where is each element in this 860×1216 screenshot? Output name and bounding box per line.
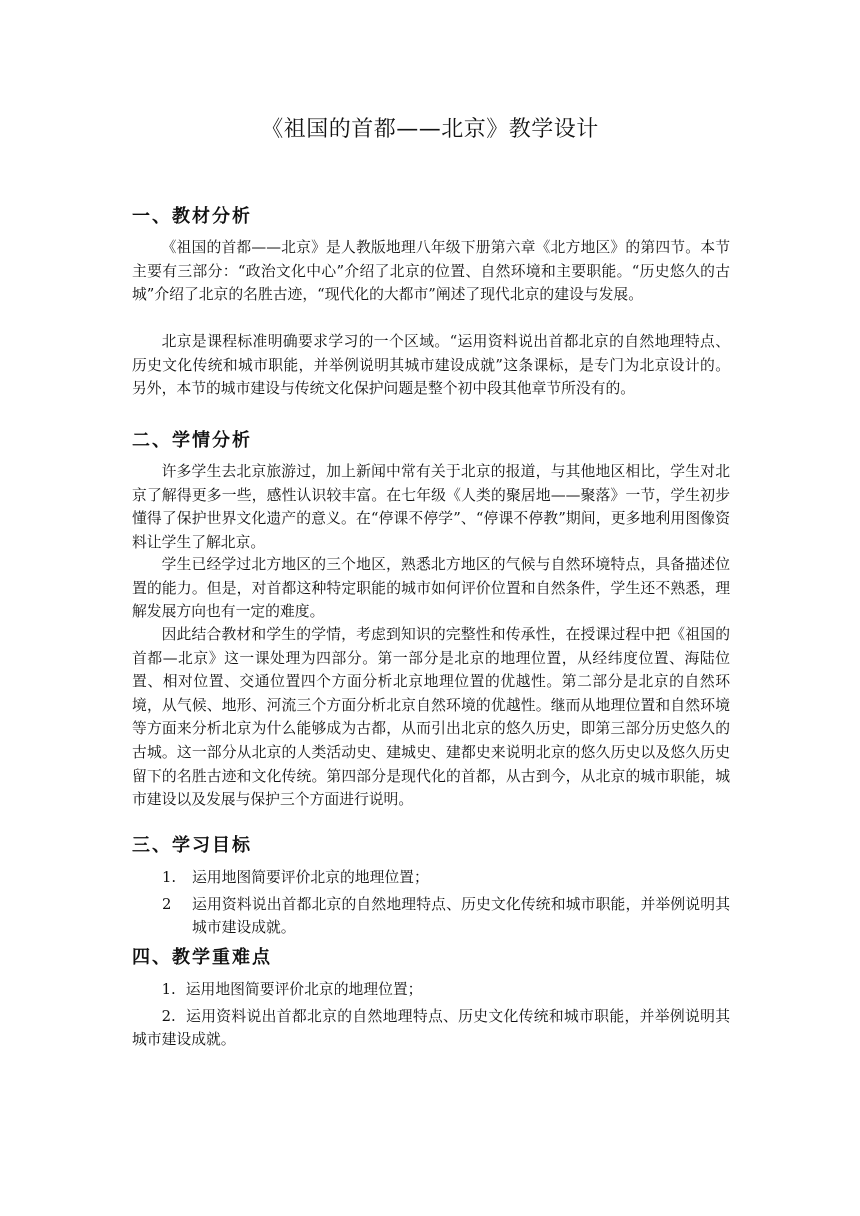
list-number: 1.	[162, 869, 177, 886]
key-points-list	[132, 978, 730, 1055]
list-text: 运用地图简要评价北京的地理位置；	[192, 869, 429, 886]
document-title: 《祖国的首都——北京》教学设计	[261, 117, 599, 142]
paragraph: 学生已经学过北方地区的三个地区，熟悉北方地区的气候与自然环境特点，具备描述位置的能力。但是，对首都这种特定职能的城市如何评价位置和自然条件，学生还不熟悉，理解发展方向也有一定的难度。	[132, 556, 730, 621]
section-heading-student-analysis: 二、学情分析	[132, 430, 252, 451]
list-text: 运用地图简要评价北京的地理位置；	[185, 981, 423, 998]
list-item	[132, 893, 730, 940]
paragraph: 《祖国的首都——北京》是人教版地理八年级下册第六章《北方地区》的第四节。本节主要有三部分：“政治文化中心”介绍了北京的位置、自然环境和主要职能。“历史悠久的古城”介绍了北京的名胜古迹，“现代化的大都市”阐述了现代北京的建设与发展。	[132, 239, 730, 304]
section-heading-key-points: 四、教学重难点	[132, 947, 272, 968]
paragraph: 许多学生去北京旅游过，加上新闻中常有关于北京的报道，与其他地区相比，学生对北京了解得更多一些，感性认识较丰富。在七年级《人类的聚居地——聚落》一节，学生初步懂得了保护世界文化遗产的意义。在“停课不停学”、“停课不停教”期间，更多地利用图像资料让学生了解北京。	[132, 463, 730, 551]
list-text: 运用资料说出首都北京的自然地理特点、历史文化传统和城市职能，并举例说明其城市建设成就。	[192, 895, 730, 937]
list-item	[132, 978, 730, 1002]
section-heading-learning-goals: 三、学习目标	[132, 835, 252, 856]
paragraph: 北京是课程标准明确要求学习的一个区域。“运用资料说出首都北京的自然地理特点、历史文化传统和城市职能，并举例说明其城市建设成就”这条课标，是专门为北京设计的。另外，本节的城市建设与传统文化保护问题是整个初中段其他章节所没有的。	[132, 333, 730, 398]
section-heading-textbook-analysis: 一、教材分析	[132, 206, 252, 227]
list-number: 2.	[161, 1007, 176, 1025]
list-number: 1.	[161, 981, 176, 998]
list-text: 运用资料说出首都北京的自然地理特点、历史文化传统和城市职能，并举例说明其城市建设成就。	[132, 1007, 730, 1049]
list-item	[132, 1005, 730, 1052]
learning-goals-list	[132, 866, 730, 943]
list-number: 2	[162, 895, 172, 913]
list-item	[132, 866, 730, 890]
paragraph: 因此结合教材和学生的学情，考虑到知识的完整性和传承性，在授课过程中把《祖国的首都—北京》这一课处理为四部分。第一部分是北京的地理位置，从经纬度位置、海陆位置、相对位置、交通位置四个方面分析北京地理位置的优越性。第二部分是北京的自然环境，从气候、地形、河流三个方面分析北京自然环境的优越性。继而从地理位置和自然环境等方面来分析北京为什么能够成为古都，从而引出北京的悠久历史，即第三部分历史悠久的古城。这一部分从北京的人类活动史、建城史、建都史来说明北京的悠久历史以及悠久历史留下的名胜古迹和文化传统。第四部分是现代化的首都，从古到今，从北京的城市职能，城市建设以及发展与保护三个方面进行说明。	[132, 626, 730, 809]
